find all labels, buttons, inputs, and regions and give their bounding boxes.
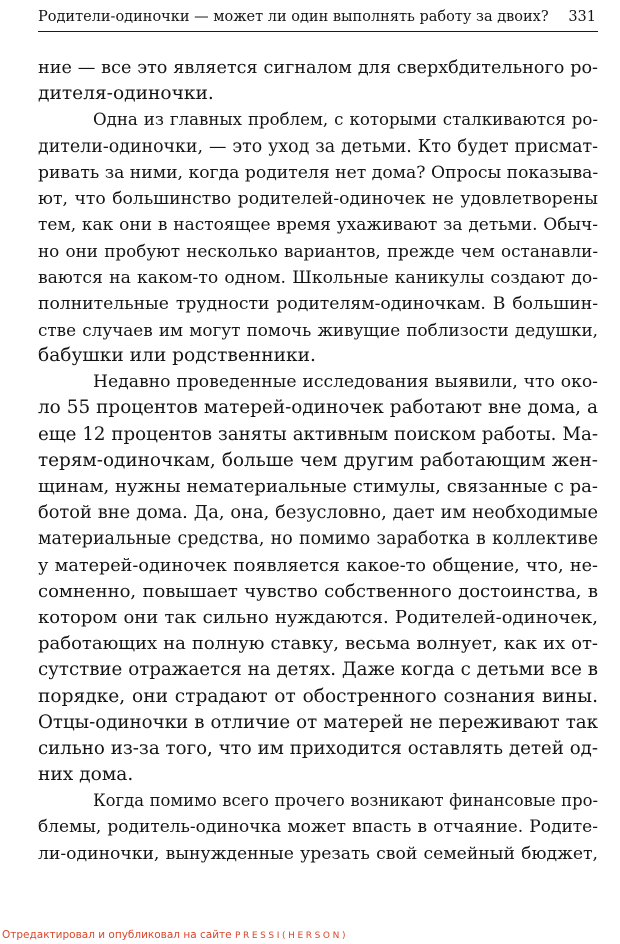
text-line: ривать за ними, когда родителя нет дома? Опросы показыва-	[38, 162, 599, 183]
text-line: материальные средства, но помимо заработка в коллективе	[38, 529, 598, 550]
text-line: полнительные трудности родителям-одиночкам. В большин-	[38, 293, 598, 314]
footer-credit	[2, 928, 348, 943]
text-line: ло 55 процентов матерей-одиночек работают вне дома, а	[38, 397, 598, 419]
text-line: порядке, они страдают от обостренного сознания вины.	[38, 685, 598, 707]
text-line: стве случаев им могут помочь живущие поблизости дедушки,	[38, 319, 598, 340]
text-line: ние — все это является сигналом для сверхбдительного ро-	[38, 58, 598, 78]
text-line: сомненно, повышает чувство собственного достоинства, в	[38, 580, 598, 602]
text-line: блемы, родитель-одиночка может впасть в отчаяние. Родите-	[38, 817, 598, 838]
text-line: щинам, нужны нематериальные стимулы, связанные с ра-	[38, 476, 598, 497]
running-header	[38, 6, 598, 32]
text-line: ваются на каком-то одном. Школьные каникулы создают до-	[38, 267, 598, 288]
text-line: ют, что большинство родителей-одиночек не удовлетворены	[38, 188, 598, 209]
page-number: 331	[568, 9, 596, 25]
text-line: сутствие отражается на детях. Даже когда с детьми все в	[38, 659, 598, 681]
text-line: ботой вне дома. Да, она, безусловно, дает им необходимые	[38, 502, 598, 524]
text-line: Одна из главных проблем, с которыми сталкиваются ро-	[93, 110, 598, 130]
text-line: бабушки или родственники.	[38, 345, 316, 367]
text-line: ли-одиночки, вынужденные урезать свой семейный бюджет,	[38, 843, 598, 864]
text-line: них дома.	[38, 764, 134, 786]
text-line: но они пробуют несколько вариантов, прежде чем останавли-	[38, 241, 598, 262]
text-line: еще 12 процентов заняты активным поиском работы. Ма-	[38, 423, 598, 445]
text-line: работающих на полную ставку, весьма волнует, как их от-	[38, 633, 598, 655]
text-line: дителя-одиночки.	[38, 83, 214, 105]
body-text	[38, 55, 598, 867]
text-line: Когда помимо всего прочего возникают финансовые про-	[93, 791, 598, 811]
footer-brand: PRESSI(HERSON)	[234, 931, 349, 941]
text-line: терям-одиночкам, больше чем другим работающим жен-	[38, 449, 598, 471]
footer-credit-text: Отредактировал и опубликовал на сайте	[2, 929, 232, 941]
text-line: котором они так сильно нуждаются. Родителей-одиночек,	[38, 606, 598, 628]
text-line: Отцы-одиночки в отличие от матерей не переживают так	[38, 711, 598, 733]
text-line: дители-одиночки, — это уход за детьми. Кто будет присмат-	[38, 136, 598, 157]
text-line: Недавно проведенные исследования выявили, что око-	[93, 372, 598, 393]
running-header-title: Родители-одиночки — может ли один выполнять работу за двоих?	[38, 9, 549, 25]
text-line: у матерей-одиночек появляется какое-то общение, что, не-	[38, 555, 598, 576]
text-line: тем, как они в настоящее время ухаживают за детьми. Обыч-	[38, 215, 598, 236]
text-line: сильно из-за того, что им приходится оставлять детей од-	[38, 737, 598, 759]
